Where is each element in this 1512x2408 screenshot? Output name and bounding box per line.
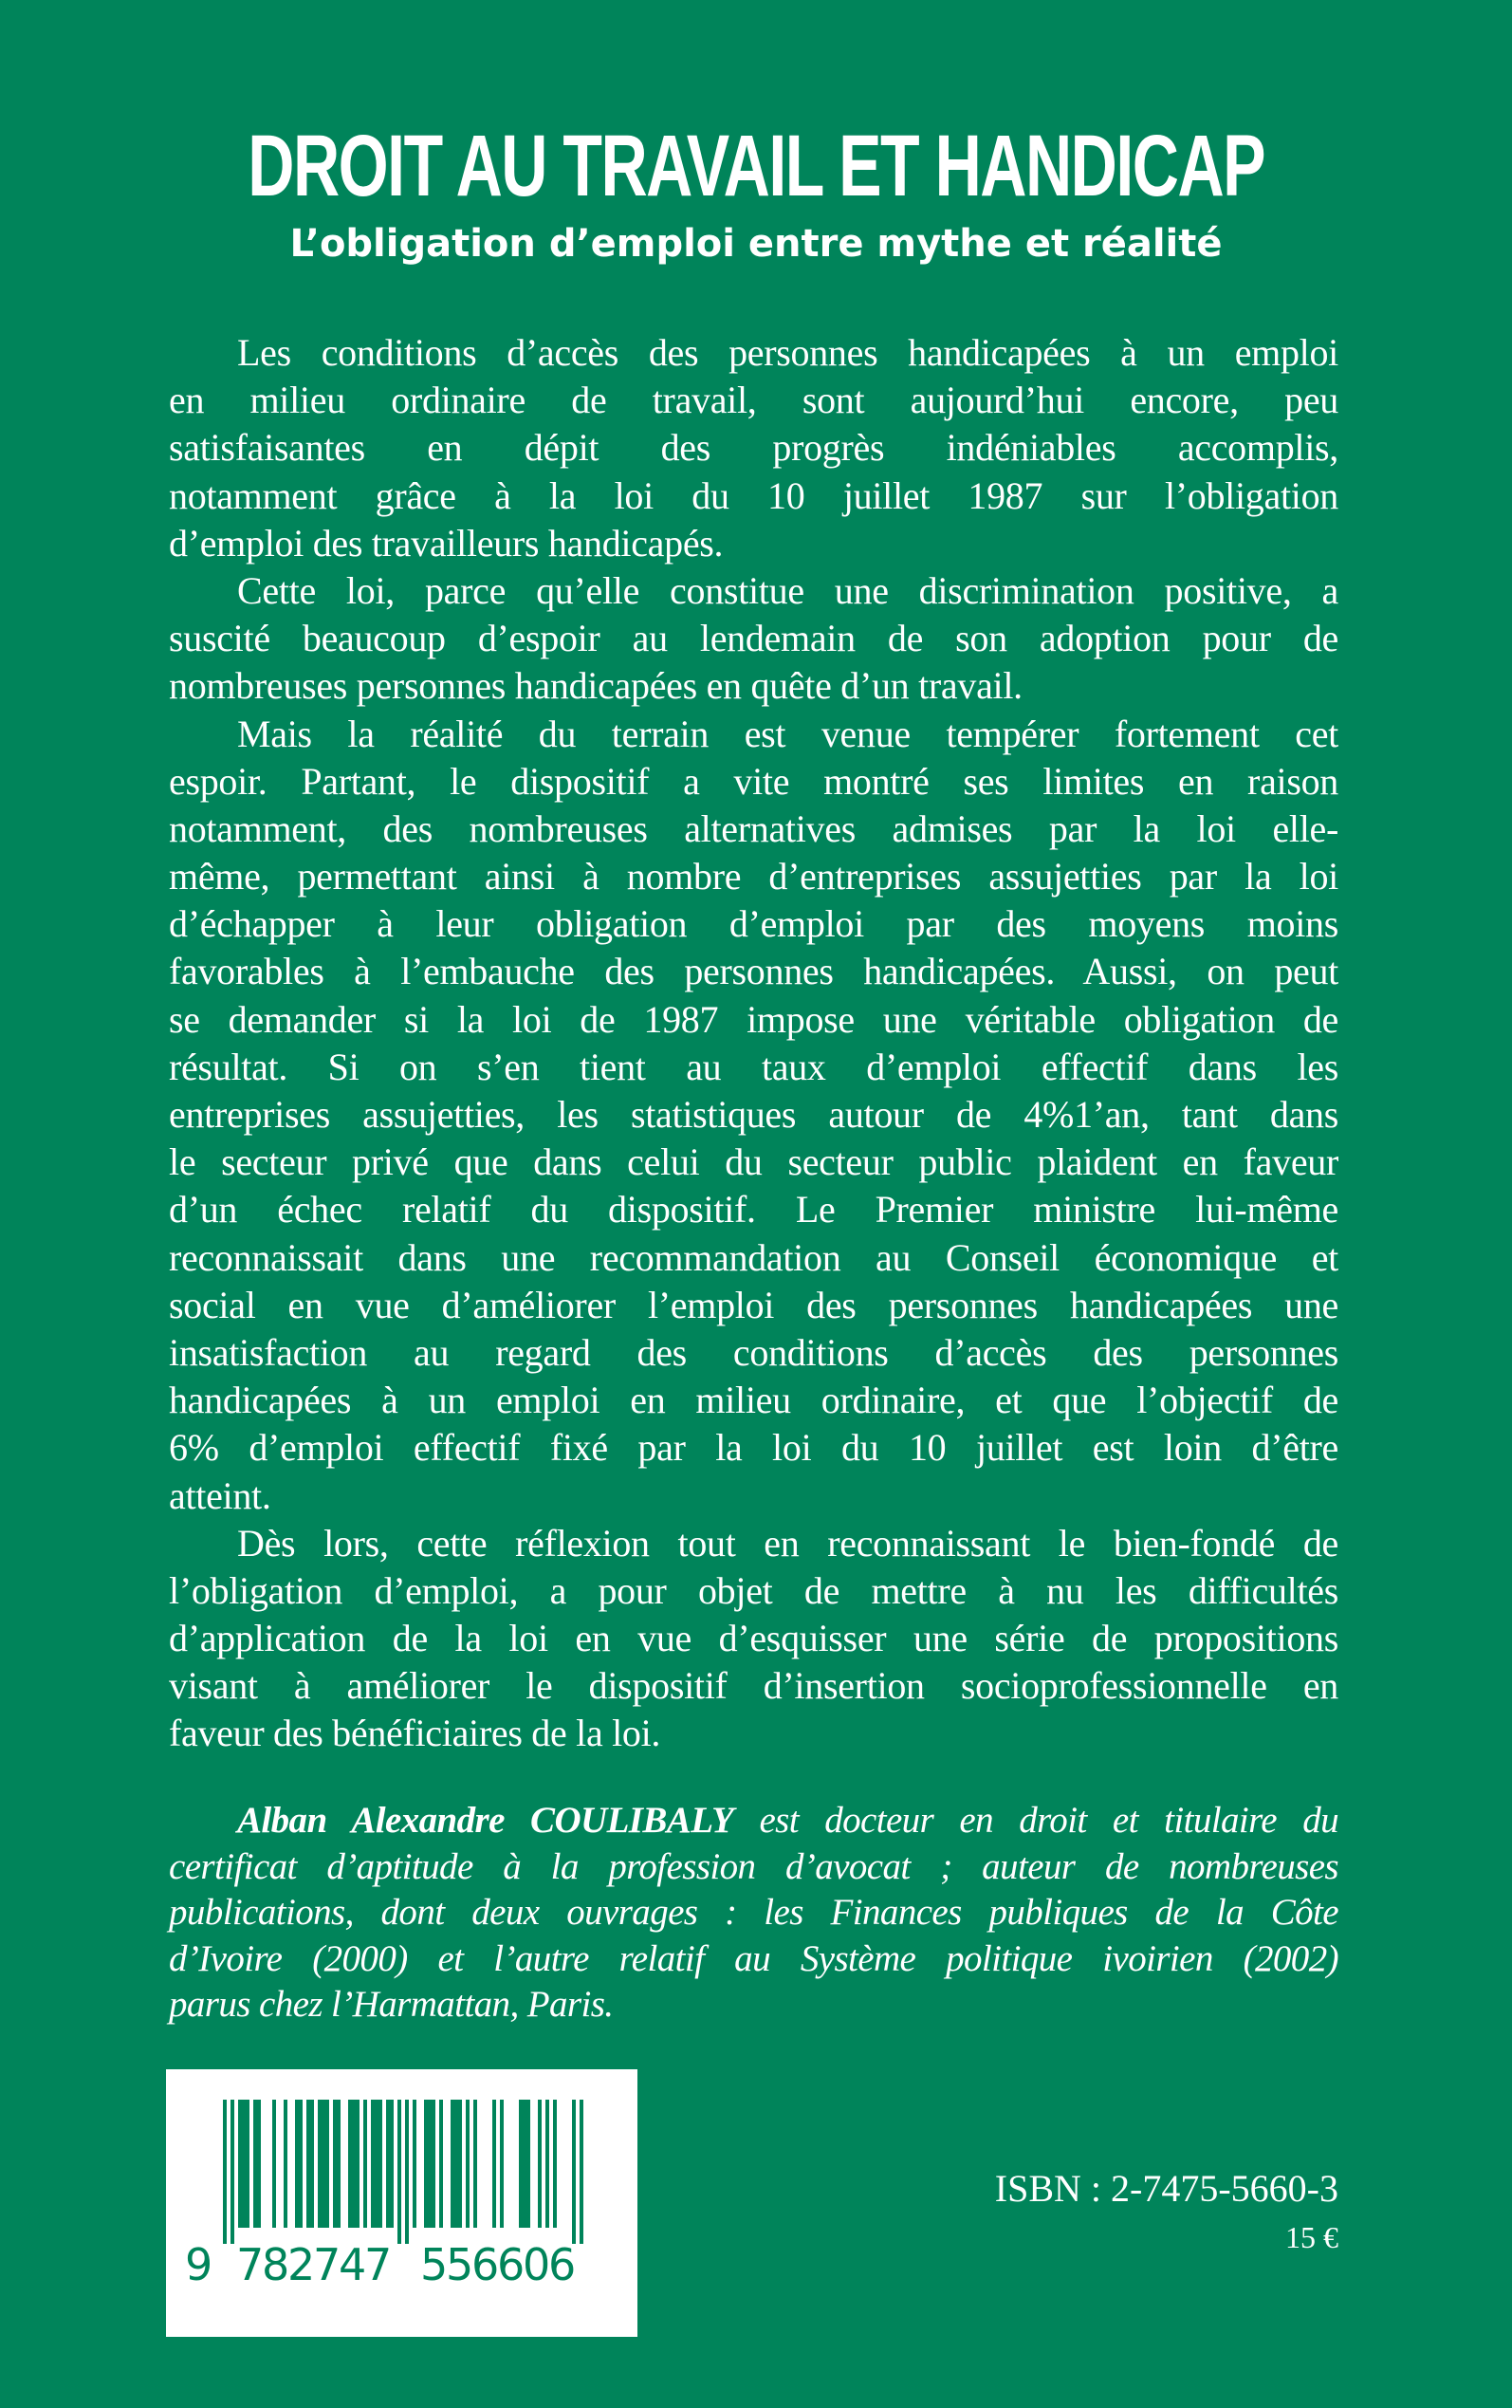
blurb-line: d’application de la loi en vue d’esquisser une série de propositions [169,1617,1338,1660]
barcode-bar [523,2100,526,2228]
bio-line: certificat d’aptitude à la profession d’avocat ; auteur de nombreuses [169,1845,1338,1887]
blurb-line: reconnaissait dans une recommandation au Conseil économique et [169,1235,1338,1279]
barcode [166,2069,637,2337]
barcode-bar [238,2100,242,2228]
barcode-digits: 8 [262,2239,290,2290]
barcode-bar [473,2100,477,2228]
barcode-bar [371,2100,375,2228]
blurb-line: satisfaisantes en dépit des progrès indéniables accomplis, [169,426,1338,470]
blurb-line: visant à améliorer le dispositif d’insertion socioprofessionnelle en [169,1664,1338,1708]
barcode-digits: 5 [420,2239,449,2290]
barcode-bar [333,2100,337,2228]
barcode-digits: 6 [497,2239,526,2290]
barcode-bar [257,2100,261,2228]
barcode-digits: 6 [471,2239,500,2290]
blurb-line: social en vue d’améliorer l’emploi des personnes handicapées une [169,1283,1338,1326]
barcode-bar [223,2100,227,2244]
barcode-bar [299,2100,303,2228]
blurb-line: même, permettant ainsi à nombre d’entreprises assujetties par la loi [169,855,1338,898]
price: 15 € [1285,2220,1338,2254]
barcode-digits: 4 [339,2239,367,2290]
barcode-bar [352,2100,356,2228]
blurb-line: suscité beaucoup d’espoir au lendemain de son adoption pour de [169,617,1338,660]
barcode-digits: 0 [523,2239,551,2290]
blurb-line: Mais la réalité du terrain est venue tempérer fortement cet [237,712,1338,755]
blurb-line: atteint. [169,1473,271,1517]
barcode-digits: 7 [236,2239,265,2290]
barcode-bar [397,2100,401,2244]
barcode-bar [230,2100,234,2244]
blurb-line: favorables à l’embauche des personnes handicapées. Aussi, on peut [169,950,1338,993]
blurb-line: résultat. Si on s’en tient au taux d’emploi effectif dans les [169,1045,1338,1088]
barcode-bar [466,2100,470,2228]
blurb-text [169,329,1338,1758]
barcode-bar [428,2100,432,2228]
blurb-line: Dès lors, cette réflexion tout en reconnaissant le bien-fondé de [237,1521,1338,1565]
bio-line: d’Ivoire (2000) et l’autre relatif au Système politique ivoirien (2002) [169,1937,1338,1979]
blurb-line: nombreuses personnes handicapées en quête d’un travail. [169,664,1023,708]
blurb-line: Cette loi, parce qu’elle constitue une discrimination positive, a [237,568,1338,612]
blurb-line: 6% d’emploi effectif fixé par la loi du 10 juillet est loin d’être [169,1426,1338,1470]
barcode-bar [325,2100,329,2228]
book-subtitle: L’obligation d’emploi entre mythe et réalité [289,222,1223,266]
barcode-bar [500,2100,504,2228]
barcode-bar [272,2100,276,2228]
book-title [0,119,1512,213]
barcode-bar [519,2100,523,2228]
barcode-bar [553,2100,557,2228]
barcode-bar [538,2100,542,2228]
barcode-digits: 7 [364,2239,393,2290]
barcode-bar [284,2100,287,2228]
blurb-line: handicapées à un emploi en milieu ordinaire, et que l’objectif de [169,1379,1338,1422]
blurb-line: notamment, des nombreuses alternatives admises par la loi elle- [169,806,1338,850]
barcode-digits: 7 [313,2239,341,2290]
isbn: ISBN : 2-7475-5660-3 [994,2167,1338,2210]
barcode-bar [413,2100,416,2228]
bio-line [169,1798,1338,1844]
barcode-bar [492,2100,496,2228]
blurb-line: notamment grâce à la loi du 10 juillet 1987 sur l’obligation [169,473,1338,517]
barcode-bar [526,2100,530,2228]
barcode-bar [310,2100,314,2228]
barcode-bar [432,2100,435,2228]
barcode-bar [375,2100,378,2228]
barcode-bar [390,2100,394,2228]
blurb-line: espoir. Partant, le dispositif a vite montré ses limites en raison [169,759,1338,803]
blurb-line: d’un échec relatif du dispositif. Le Premier ministre lui-même [169,1188,1338,1232]
blurb-line: l’obligation d’emploi, a pour objet de mettre à nu les difficultés [169,1568,1338,1612]
barcode-bar [242,2100,246,2228]
barcode-bar [454,2100,458,2228]
barcode-bar [337,2100,341,2228]
barcode-bar [253,2100,257,2228]
barcode-bars [166,2069,637,2337]
barcode-bar [363,2100,367,2228]
blurb-line: d’échapper à leur obligation d’emploi par des moyens moins [169,902,1338,946]
blurb-line: entreprises assujetties, les statistiques autour de 4%1’an, tant dans [169,1093,1338,1136]
blurb-line: Les conditions d’accès des personnes handicapées à un emploi [237,331,1338,374]
barcode-bar [545,2100,549,2228]
bio-text: est docteur en droit et titulaire du [733,1800,1338,1841]
barcode-digits: 5 [446,2239,474,2290]
blurb-line: en milieu ordinaire de travail, sont aujourd’hui encore, peu [169,379,1338,422]
barcode-bar [458,2100,462,2228]
barcode-bar [386,2100,390,2228]
barcode-bar [378,2100,382,2228]
blurb-line: se demander si la loi de 1987 impose une véritable obligation de [169,997,1338,1041]
barcode-bar [451,2100,454,2228]
barcode-digits: 6 [548,2239,577,2290]
barcode-bar [405,2100,409,2244]
barcode-bar [572,2100,576,2244]
barcode-bar [322,2100,325,2228]
blurb-line: faveur des bénéficiaires de la loi. [169,1712,661,1755]
barcode-bar [295,2100,299,2228]
barcode-digits: 2 [287,2239,316,2290]
bio-line: publications, dont deux ouvrages : les Finances publiques de la Côte [169,1892,1338,1933]
blurb-line: d’emploi des travailleurs handicapés. [169,521,724,565]
barcode-bar [580,2100,583,2244]
barcode-bar [424,2100,428,2228]
author-bio [169,1798,1338,2028]
barcode-bar [439,2100,443,2228]
barcode-bar [318,2100,322,2228]
book-title-text: DROIT AU TRAVAIL ET HANDICAP [248,118,1264,214]
barcode-digits: 9 [185,2239,213,2290]
author-name: Alban Alexandre COULIBALY [237,1800,734,1841]
bio-line: parus chez l’Harmattan, Paris. [169,1984,614,2025]
barcode-bar [246,2100,249,2228]
barcode-bar [348,2100,352,2228]
barcode-bar [306,2100,310,2228]
blurb-line: le secteur privé que dans celui du secteur public plaident en faveur [169,1140,1338,1184]
blurb-line: insatisfaction au regard des conditions d’accès des personnes [169,1330,1338,1374]
barcode-bar [356,2100,360,2228]
